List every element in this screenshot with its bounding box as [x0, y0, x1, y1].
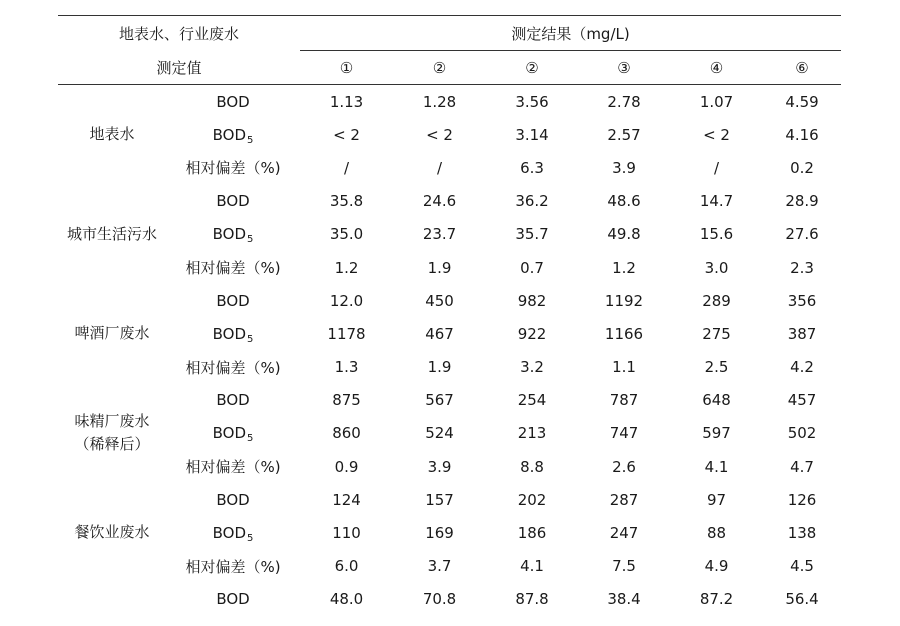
result-cell: 747	[609, 424, 639, 443]
sample-number-header: ②	[393, 51, 486, 85]
sample-type-label	[58, 85, 166, 185]
result-cell: 567	[425, 391, 454, 410]
result-cell: 7.5	[612, 557, 636, 576]
table-row	[58, 550, 841, 583]
result-cell: 126	[787, 490, 817, 509]
measure-label	[166, 417, 300, 450]
result-cell: 213	[517, 424, 547, 443]
measure-label	[166, 550, 300, 583]
sample-number-header: ②	[486, 51, 578, 85]
sample-number-header: ⑥	[763, 51, 841, 85]
result-cell: 24.6	[422, 192, 457, 211]
result-cell: 1.28	[422, 92, 457, 111]
measure-label	[166, 251, 300, 284]
measure-text: 相对偏差（%)	[185, 557, 281, 576]
measure-text: BOD	[216, 490, 250, 509]
result-cell: 1166	[604, 324, 644, 343]
result-cell: 97	[706, 490, 727, 509]
result-cell: 875	[332, 391, 361, 410]
result-cell: 982	[517, 291, 547, 310]
result-cell: 3.56	[515, 92, 549, 111]
measure-label	[166, 218, 300, 251]
measure-text: 相对偏差（%)	[185, 259, 281, 278]
result-cell: 1.1	[612, 358, 636, 377]
table-row	[58, 351, 841, 384]
table-row	[58, 384, 841, 417]
sample-type-line: 城市生活污水	[66, 224, 157, 243]
sample-type-line: （稀释后）	[74, 435, 150, 454]
result-cell: 2.5	[704, 358, 729, 377]
measure-label	[166, 151, 300, 184]
result-cell: 1.2	[612, 258, 636, 277]
sample-number-header: ①	[300, 51, 393, 85]
result-cell: 3.9	[612, 158, 636, 177]
category-header: 地表水、行业废水	[58, 16, 300, 51]
result-cell: 202	[517, 490, 547, 509]
sample-type-label	[58, 185, 166, 285]
result-cell: 14.7	[699, 192, 734, 211]
sample-type-line: 地表水	[89, 125, 135, 144]
result-cell: 15.6	[699, 225, 734, 244]
result-cell: 88	[706, 524, 727, 543]
result-cell: 28.9	[785, 192, 819, 211]
sample-type-line: 味精厂废水	[74, 412, 150, 431]
result-cell: 4.1	[520, 557, 544, 576]
result-cell: 23.7	[422, 225, 457, 244]
result-cell: 648	[702, 391, 731, 410]
result-cell: < 2	[333, 125, 360, 144]
value-header: 测定值	[58, 51, 300, 85]
measure-text: BOD	[212, 225, 247, 244]
measure-label	[166, 483, 300, 516]
result-cell: 3.9	[427, 457, 452, 476]
measure-text: BOD	[212, 424, 247, 443]
table-row	[58, 417, 841, 450]
result-cell: 3.2	[520, 358, 544, 377]
table-row	[58, 317, 841, 350]
measure-text: BOD	[212, 125, 247, 144]
table-row	[58, 151, 841, 184]
result-cell: 36.2	[515, 192, 549, 211]
sample-type-label	[58, 384, 166, 484]
result-cell: 12.0	[329, 291, 364, 310]
table-row	[58, 284, 841, 317]
result-cell: 2.6	[612, 457, 636, 476]
result-cell: 138	[787, 524, 817, 543]
result-cell: < 2	[703, 125, 730, 144]
table-row	[58, 516, 841, 549]
result-cell: 1.07	[699, 92, 734, 111]
result-cell: 457	[787, 391, 817, 410]
sample-type-line: 啤酒厂废水	[74, 324, 150, 343]
measure-text: BOD	[216, 391, 250, 410]
measure-label	[166, 516, 300, 549]
measure-label	[166, 583, 300, 616]
result-cell: 1.9	[427, 258, 452, 277]
result-cell: 124	[332, 490, 361, 509]
result-cell: 35.8	[329, 192, 364, 211]
result-cell: 4.59	[785, 92, 819, 111]
header-row-bottom	[58, 51, 841, 85]
result-cell: 3.7	[427, 557, 452, 576]
sample-type-line: 餐饮业废水	[74, 523, 150, 542]
measure-subscript: 5	[247, 333, 254, 345]
sample-number-header: ④	[670, 51, 763, 85]
result-cell: 6.3	[520, 158, 544, 177]
result-cell: 0.9	[334, 457, 359, 476]
measure-text: 相对偏差（%)	[185, 358, 281, 377]
result-cell: 1.2	[334, 258, 359, 277]
measure-label	[166, 351, 300, 384]
sample-type-label	[58, 483, 166, 583]
measure-label	[166, 284, 300, 317]
measure-text: 相对偏差（%)	[185, 458, 281, 477]
result-cell: 1192	[604, 291, 644, 310]
table-body	[58, 85, 841, 617]
table-row	[58, 450, 841, 483]
result-cell: 35.7	[515, 225, 549, 244]
result-cell: 387	[787, 324, 817, 343]
result-cell: 4.16	[785, 125, 819, 144]
result-cell: 2.78	[607, 92, 641, 111]
result-cell: 289	[702, 291, 731, 310]
measure-label	[166, 317, 300, 350]
result-cell: 48.6	[607, 192, 641, 211]
measure-text: BOD	[212, 524, 247, 543]
measure-subscript: 5	[247, 234, 254, 246]
result-cell: 186	[517, 524, 547, 543]
table-row	[58, 185, 841, 218]
measure-text: BOD	[216, 590, 250, 609]
result-cell: 8.8	[520, 457, 544, 476]
result-cell: 247	[609, 524, 639, 543]
measure-text: 相对偏差（%)	[185, 159, 281, 178]
table-row	[58, 218, 841, 251]
result-cell: 287	[609, 490, 639, 509]
result-cell: 787	[609, 391, 639, 410]
measure-label	[166, 450, 300, 483]
result-cell: 0.7	[520, 258, 544, 277]
table-row	[58, 251, 841, 284]
result-cell: /	[713, 158, 720, 177]
result-cell: < 2	[426, 125, 453, 144]
table-row	[58, 118, 841, 151]
result-cell: 4.9	[704, 557, 729, 576]
result-cell: 254	[517, 391, 547, 410]
results-table	[58, 15, 841, 616]
measure-label	[166, 118, 300, 151]
result-cell: 502	[787, 424, 817, 443]
result-cell: 922	[517, 324, 547, 343]
table-row	[58, 583, 841, 616]
result-cell: 157	[425, 490, 454, 509]
sample-number-header: ③	[578, 51, 670, 85]
result-cell: 1178	[327, 324, 366, 343]
result-cell: 56.4	[785, 590, 819, 609]
sample-type-label	[58, 284, 166, 384]
measure-text: BOD	[216, 92, 250, 111]
result-cell: 48.0	[329, 590, 364, 609]
result-cell: 275	[702, 324, 731, 343]
result-cell: 4.2	[790, 358, 814, 377]
result-cell: 4.5	[790, 557, 814, 576]
table-row	[58, 85, 841, 119]
result-cell: 450	[425, 291, 454, 310]
measure-text: BOD	[216, 192, 250, 211]
result-cell: 35.0	[329, 225, 364, 244]
result-cell: 4.7	[790, 457, 814, 476]
measure-subscript: 5	[247, 433, 254, 445]
result-cell: 467	[425, 324, 454, 343]
table-row	[58, 483, 841, 516]
measure-subscript: 5	[247, 134, 254, 146]
result-cell: 49.8	[607, 225, 641, 244]
result-cell: 110	[332, 524, 361, 543]
result-cell: 70.8	[422, 590, 457, 609]
result-cell: 1.3	[334, 358, 359, 377]
header-row-top	[58, 16, 841, 51]
result-cell: 1.13	[329, 92, 364, 111]
result-cell: 860	[332, 424, 361, 443]
result-cell: /	[343, 158, 350, 177]
result-cell: 87.2	[699, 590, 734, 609]
measure-label	[166, 384, 300, 417]
result-cell: 87.8	[515, 590, 549, 609]
result-cell: 356	[787, 291, 817, 310]
measure-text: BOD	[216, 291, 250, 310]
result-cell: 3.14	[515, 125, 549, 144]
measure-subscript: 5	[247, 533, 254, 545]
result-cell: 27.6	[785, 225, 819, 244]
result-cell: 0.2	[790, 158, 814, 177]
result-cell: 2.3	[790, 258, 814, 277]
result-cell: 597	[702, 424, 731, 443]
result-cell: 2.57	[607, 125, 641, 144]
measure-label	[166, 85, 300, 119]
result-cell: 169	[425, 524, 454, 543]
result-cell: 38.4	[607, 590, 641, 609]
result-cell: 3.0	[704, 258, 729, 277]
result-cell: 524	[425, 424, 454, 443]
result-cell: /	[436, 158, 443, 177]
measure-text: BOD	[212, 324, 247, 343]
measure-label	[166, 185, 300, 218]
result-cell: 1.9	[427, 358, 452, 377]
result-cell: 6.0	[334, 557, 359, 576]
result-header: 测定结果（mg/L)	[300, 16, 841, 51]
result-cell: 4.1	[704, 457, 729, 476]
sample-type-empty	[58, 583, 166, 616]
